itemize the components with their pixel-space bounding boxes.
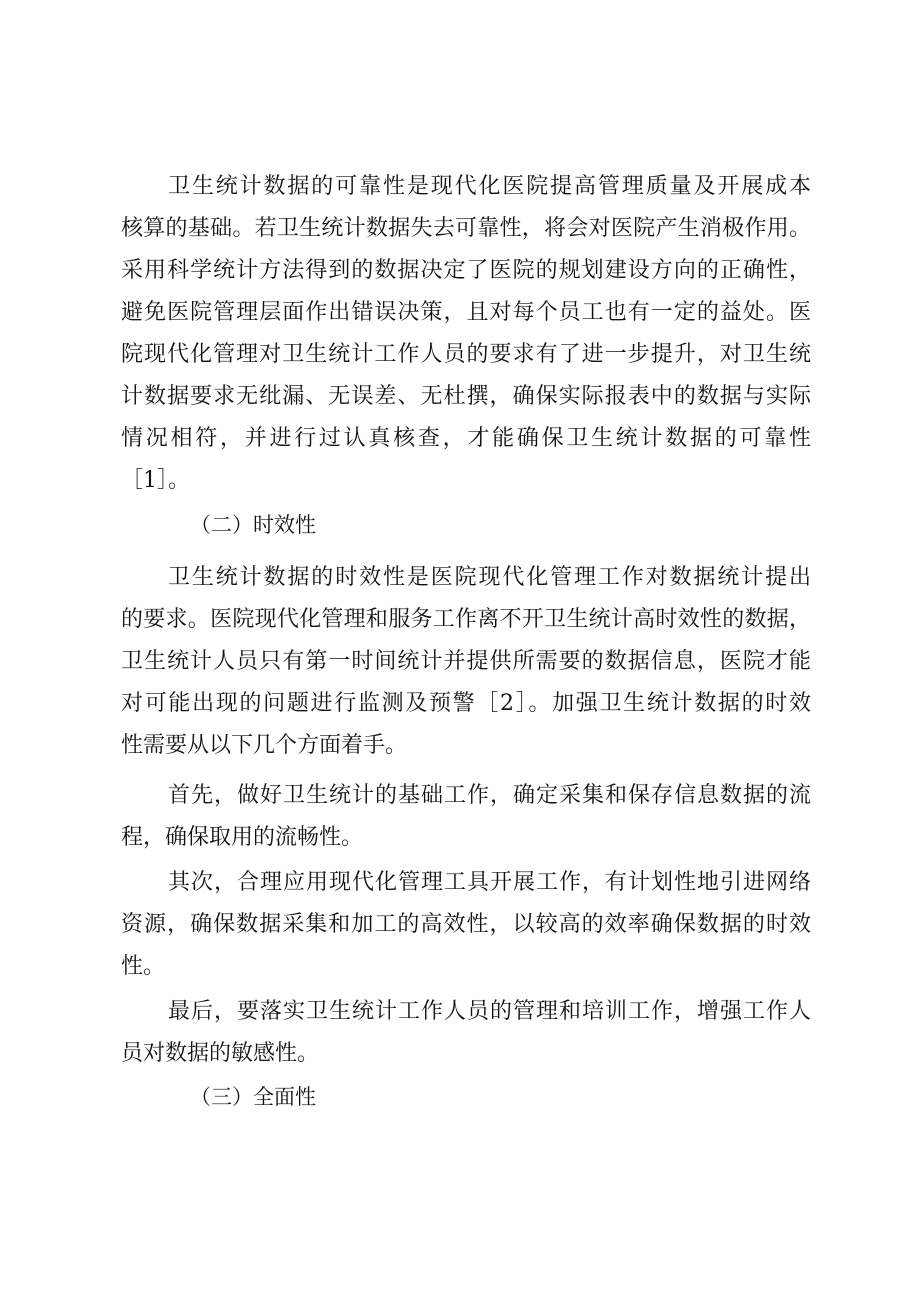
paragraph-reliability-line-6: 计数据要求无纰漏、无误差、无杜撰，确保实际报表中的数据与实际 <box>121 384 811 409</box>
paragraph-first-line-2: 程，确保取用的流畅性。 <box>121 825 364 850</box>
paragraph-last-line-1: 最后，要落实卫生统计工作人员的管理和培训工作，增强工作人 <box>168 999 811 1024</box>
paragraph-reliability-line-2: 核算的基础。若卫生统计数据失去可靠性，将会对医院产生消极作用。 <box>121 216 811 241</box>
paragraph-timeliness-line-3: 卫生统计人员只有第一时间统计并提供所需要的数据信息，医院才能 <box>121 649 811 674</box>
paragraph-reliability-line-3: 采用科学统计方法得到的数据决定了医院的规划建设方向的正确性， <box>121 258 811 283</box>
section-heading-comprehensiveness: （三）全面性 <box>190 1085 316 1109</box>
paragraph-timeliness-line-1: 卫生统计数据的时效性是医院现代化管理工作对数据统计提出 <box>168 565 811 590</box>
paragraph-last-line-2: 员对数据的敏感性。 <box>121 1041 320 1066</box>
paragraph-timeliness-line-4: 对可能出现的问题进行监测及预警［2］。加强卫生统计数据的时效 <box>121 691 811 716</box>
paragraph-second-line-2: 资源，确保数据采集和加工的高效性，以较高的效率确保数据的时效 <box>121 912 811 937</box>
paragraph-reliability-line-1: 卫生统计数据的可靠性是现代化医院提高管理质量及开展成本 <box>168 174 811 199</box>
section-heading-timeliness: （二）时效性 <box>190 513 316 537</box>
paragraph-reliability-line-7: 情况相符，并进行过认真核查，才能确保卫生统计数据的可靠性 <box>121 426 811 451</box>
paragraph-first-line-1: 首先，做好卫生统计的基础工作，确定采集和保存信息数据的流 <box>168 783 811 808</box>
paragraph-reliability-line-8: ［1］。 <box>121 468 190 493</box>
paragraph-timeliness-line-5: 性需要从以下几个方面着手。 <box>121 733 408 758</box>
paragraph-reliability-line-4: 避免医院管理层面作出错误决策，且对每个员工也有一定的益处。医 <box>121 300 811 325</box>
paragraph-second-line-3: 性。 <box>121 954 166 979</box>
paragraph-timeliness-line-2: 的要求。医院现代化管理和服务工作离不开卫生统计高时效性的数据， <box>121 607 811 632</box>
paragraph-reliability-line-5: 院现代化管理对卫生统计工作人员的要求有了进一步提升，对卫生统 <box>121 342 811 367</box>
paragraph-second-line-1: 其次，合理应用现代化管理工具开展工作，有计划性地引进网络 <box>168 870 811 895</box>
